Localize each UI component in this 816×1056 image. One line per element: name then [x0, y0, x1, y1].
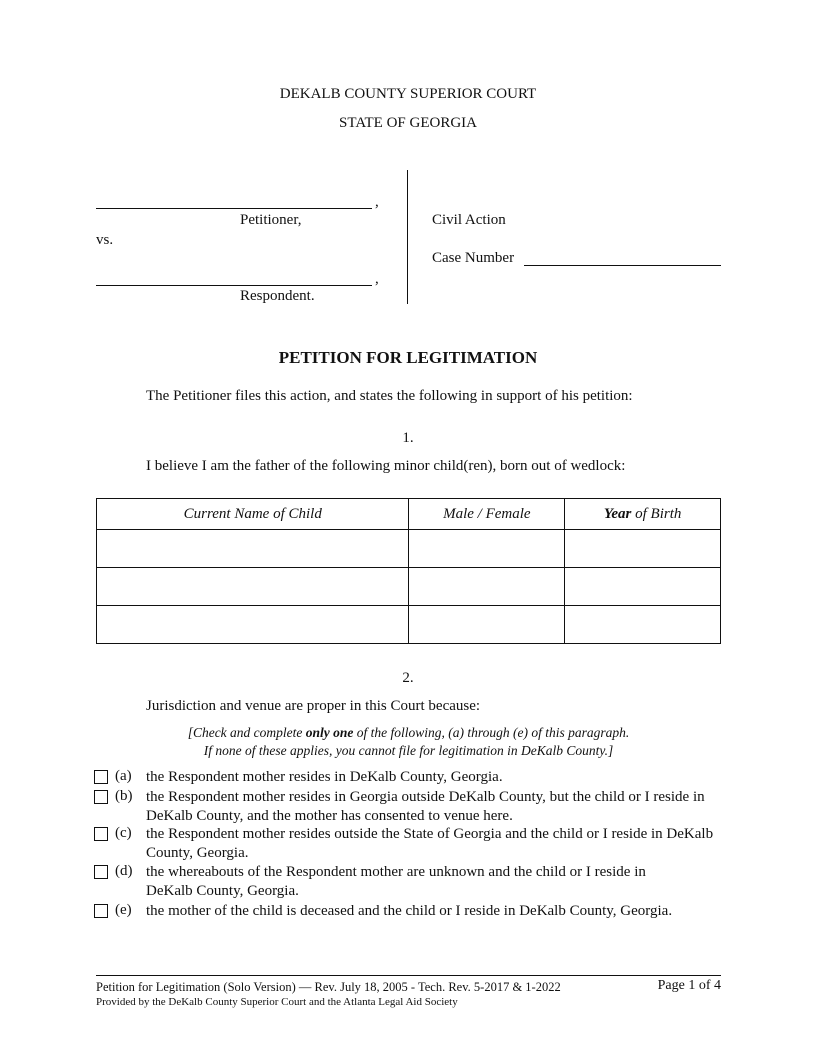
child-name-cell[interactable] — [97, 606, 409, 644]
paragraph-1-text: I believe I am the father of the following minor child(ren), born out of wedlock: — [146, 458, 626, 474]
respondent-label: Respondent. — [240, 288, 315, 304]
court-name: DEKALB COUNTY SUPERIOR COURT — [279, 86, 537, 102]
option-b-text: the Respondent mother resides in Georgia outside DeKalb County, but the child or I reside in DeKalb County, and the mother has consented to venue here. — [146, 789, 705, 824]
footer-provided-by: Provided by the DeKalb County Superior Court and the Atlanta Legal Aid Society — [96, 996, 458, 1008]
option-d-label: (d) — [115, 863, 133, 879]
child-year-cell[interactable] — [565, 568, 721, 606]
option-c-checkbox[interactable] — [94, 827, 108, 841]
option-a-label: (a) — [115, 768, 132, 784]
header-year-rest: of Birth — [631, 505, 682, 522]
petitioner-comma: , — [375, 194, 379, 210]
respondent-name-line[interactable] — [96, 285, 372, 286]
option-c-label: (c) — [115, 825, 132, 841]
instruction-post: of the following, (a) through (e) of this paragraph. — [353, 725, 630, 740]
footer-rule — [96, 975, 721, 976]
table-row — [97, 530, 721, 568]
versus-label: vs. — [96, 232, 114, 248]
option-e-checkbox[interactable] — [94, 904, 108, 918]
table-header-row — [97, 499, 721, 530]
instruction-pre: [Check and complete — [187, 725, 306, 740]
table-row — [97, 568, 721, 606]
option-e-label: (e) — [115, 902, 132, 918]
option-e-text: the mother of the child is deceased and the child or I reside in DeKalb County, Georgia. — [146, 903, 673, 919]
option-d-checkbox[interactable] — [94, 865, 108, 879]
header-sex: Male / Female — [409, 499, 565, 530]
paragraph-2-text: Jurisdiction and venue are proper in this Court because: — [146, 698, 481, 714]
option-b-label: (b) — [115, 788, 133, 804]
children-table — [96, 498, 721, 644]
child-year-cell[interactable] — [565, 530, 721, 568]
option-b-checkbox[interactable] — [94, 790, 108, 804]
child-sex-cell[interactable] — [409, 568, 565, 606]
header-year-bold: Year — [603, 505, 632, 522]
instruction-bold: only one — [305, 725, 354, 740]
option-d-text: the whereabouts of the Respondent mother are unknown and the child or I reside in DeKalb County, Georgia. — [146, 864, 646, 899]
document-title: PETITION FOR LEGITIMATION — [278, 348, 538, 367]
paragraph-1-number: 1. — [402, 430, 414, 446]
instruction-line-2: If none of these applies, you cannot file for legitimation in DeKalb County.] — [203, 743, 614, 758]
case-number-line[interactable] — [524, 265, 721, 266]
child-sex-cell[interactable] — [409, 606, 565, 644]
footer-form-name: Petition for Legitimation (Solo Version) — Rev. July 18, 2005 - Tech. Rev. 5-2017 & 1-2022 — [96, 980, 561, 994]
intro-text: The Petitioner files this action, and states the following in support of his petition: — [146, 388, 633, 404]
table-row — [97, 606, 721, 644]
paragraph-2-number: 2. — [402, 670, 414, 686]
header-child-name: Current Name of Child — [97, 499, 409, 530]
instruction-line-1 — [96, 725, 721, 741]
case-number-label: Case Number — [432, 250, 515, 266]
child-name-cell[interactable] — [97, 530, 409, 568]
child-name-cell[interactable] — [97, 568, 409, 606]
option-a-text: the Respondent mother resides in DeKalb County, Georgia. — [146, 769, 503, 785]
option-c-text: the Respondent mother resides outside the State of Georgia and the child or I reside in DeKalb County, Georgia. — [146, 826, 714, 861]
civil-action-label: Civil Action — [432, 212, 506, 228]
state-name: STATE OF GEORGIA — [339, 115, 477, 131]
footer-page-number: Page 1 of 4 — [657, 978, 721, 993]
child-year-cell[interactable] — [565, 606, 721, 644]
respondent-comma: , — [375, 271, 379, 287]
option-a-checkbox[interactable] — [94, 770, 108, 784]
header-year-of-birth — [565, 499, 721, 530]
child-sex-cell[interactable] — [409, 530, 565, 568]
caption-divider — [407, 170, 408, 304]
petitioner-label: Petitioner, — [240, 212, 302, 228]
petitioner-name-line[interactable] — [96, 208, 372, 209]
